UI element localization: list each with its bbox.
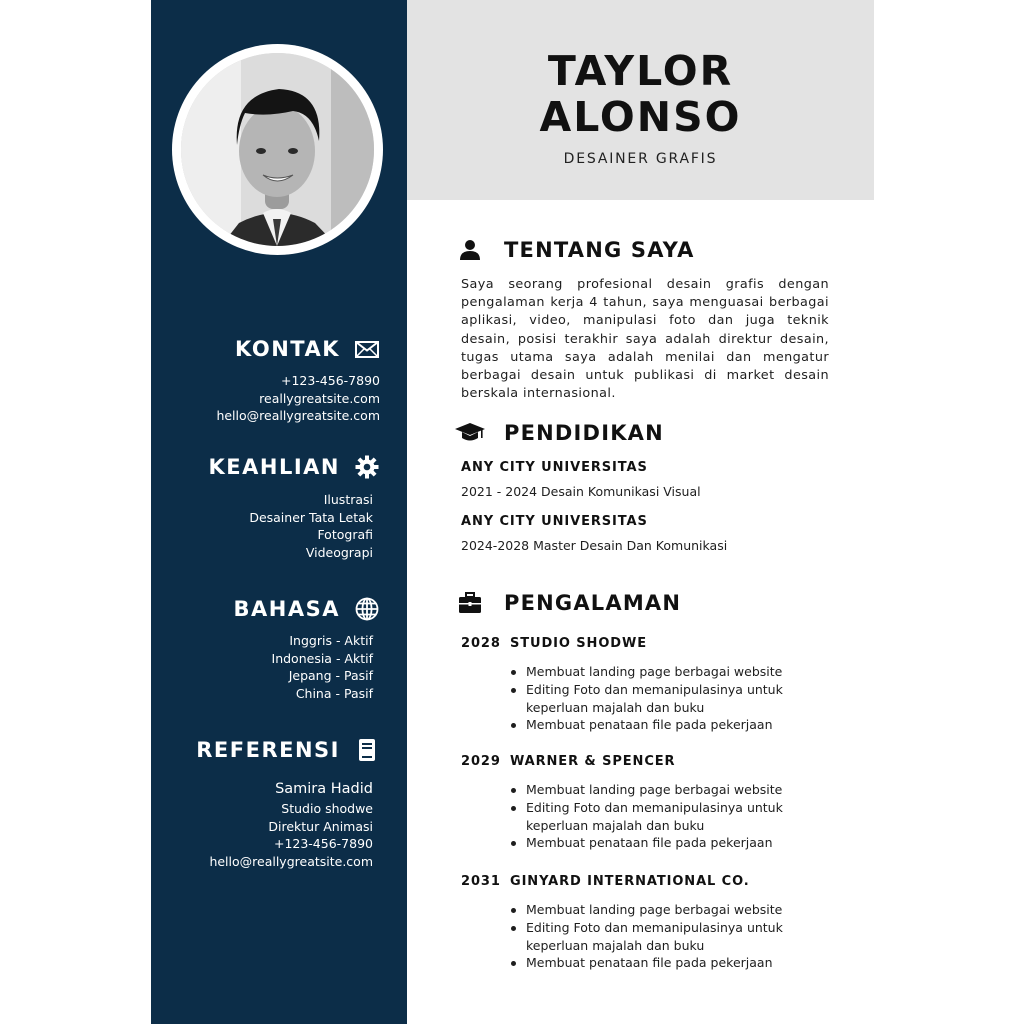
list-item: Studio shodwe: [281, 801, 373, 816]
skills-heading: KEAHLIAN: [209, 454, 380, 480]
graduation-cap-icon: [454, 420, 486, 446]
list-item: Membuat penataan file pada pekerjaan: [511, 716, 841, 734]
experience-heading: PENGALAMAN: [454, 590, 681, 616]
experience-year: 2031: [461, 874, 501, 889]
contact-phone: +123-456-7890: [280, 373, 380, 388]
book-icon: [354, 737, 380, 763]
contact-heading: KONTAK: [235, 336, 380, 362]
contact-website: reallygreatsite.com: [259, 390, 380, 406]
briefcase-icon: [454, 590, 486, 616]
list-item: Ilustrasi: [323, 492, 373, 507]
experience-company: WARNER & SPENCER: [510, 754, 676, 769]
list-item: +123-456-7890: [273, 836, 373, 852]
contact-list: [216, 372, 380, 425]
profile-photo: [181, 53, 374, 246]
education-entry: ANY CITY UNIVERSITAS 2021 - 2024 Desain Komunikasi Visual: [461, 460, 701, 499]
globe-icon: [354, 596, 380, 622]
experience-year: 2028: [461, 636, 501, 651]
list-item: hello@reallygreatsite.com: [209, 854, 373, 870]
list-item: Editing Foto dan memanipulasinya untuk keperluan majalah dan buku: [511, 799, 841, 835]
sidebar: [151, 0, 407, 1024]
experience-entry: [461, 754, 841, 852]
experience-company: GINYARD INTERNATIONAL CO.: [510, 874, 750, 889]
person-name: TAYLOR ALONSO: [539, 47, 742, 141]
experience-year: 2029: [461, 754, 501, 769]
list-item: Direktur Animasi: [268, 818, 373, 834]
about-text: Saya seorang profesional desain grafis dengan pengalaman kerja 4 tahun, saya menguasai berbagai aplikasi, video, manipulasi foto dan juga teknik desain, posisi terakhir saya adalah direktur desain, tugas utama saya adalah menilai dan mengatur berbagai desain untuk publikasi di market desain berskala internasional.: [461, 277, 829, 402]
profile-photo-frame: [172, 44, 383, 255]
list-item: Indonesia - Aktif: [271, 650, 373, 666]
list-item: Membuat landing page berbagai website: [511, 781, 841, 799]
education-heading: PENDIDIKAN: [454, 420, 664, 446]
list-item: China - Pasif: [295, 686, 373, 702]
list-item: Editing Foto dan memanipulasinya untuk keperluan majalah dan buku: [511, 681, 841, 717]
list-item: Editing Foto dan memanipulasinya untuk keperluan majalah dan buku: [511, 919, 841, 955]
person-icon: [454, 237, 486, 263]
references-heading: REFERENSI: [196, 737, 380, 763]
list-item: Membuat landing page berbagai website: [511, 901, 841, 919]
header-band: [407, 0, 874, 200]
experience-entry: [461, 636, 841, 734]
languages-heading: BAHASA: [234, 596, 380, 622]
job-title: DESAINER GRAFIS: [563, 151, 718, 167]
list-item: Desainer Tata Letak: [249, 509, 373, 525]
list-item: Inggris - Aktif: [289, 633, 373, 648]
experience-entry: [461, 874, 841, 972]
envelope-icon: [354, 336, 380, 362]
gear-icon: [354, 454, 380, 480]
skills-list: [249, 491, 373, 562]
experience-company: STUDIO SHODWE: [510, 636, 647, 651]
list-item: Membuat penataan file pada pekerjaan: [511, 954, 841, 972]
references-list: [209, 779, 373, 871]
list-item: Membuat landing page berbagai website: [511, 663, 841, 681]
person-portrait-icon: [181, 53, 374, 246]
languages-list: [272, 632, 373, 703]
list-item: Fotografi: [317, 527, 373, 543]
list-item: Jepang - Pasif: [288, 668, 373, 684]
list-item: Videograpi: [305, 545, 373, 561]
education-entry: ANY CITY UNIVERSITAS 2024-2028 Master Desain Dan Komunikasi: [461, 514, 728, 553]
list-item: Membuat penataan file pada pekerjaan: [511, 834, 841, 852]
about-heading: TENTANG SAYA: [454, 237, 695, 263]
reference-name: Samira Hadid: [275, 781, 373, 797]
contact-email: hello@reallygreatsite.com: [216, 408, 380, 424]
